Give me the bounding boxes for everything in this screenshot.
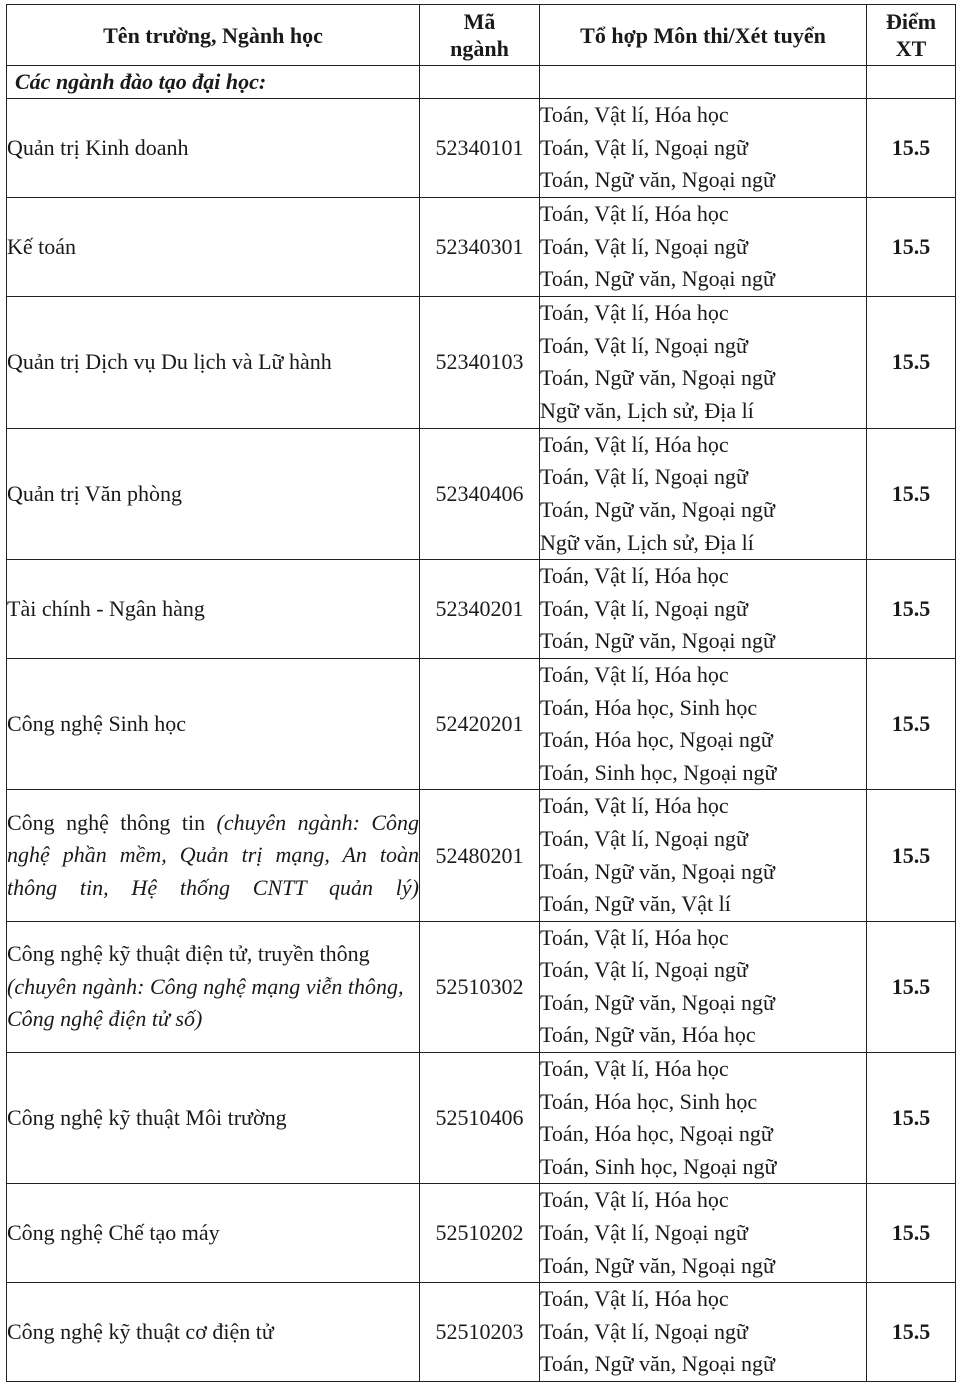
program-code: 52510302	[420, 921, 540, 1052]
subject-combination: Toán, Vật lí, Ngoại ngữ	[540, 332, 748, 358]
admission-score: 15.5	[867, 99, 956, 198]
subject-combination: Toán, Vật lí, Ngoại ngữ	[540, 1318, 748, 1344]
program-name: Công nghệ thông tin (chuyên ngành: Công nghệ phần mềm, Quản trị mạng, An toàn thông tin, Hệ thống CNTT quản lý)	[7, 790, 420, 921]
subject-combination: Toán, Vật lí, Hóa học	[540, 1056, 729, 1082]
subject-combination: Toán, Vật lí, Ngoại ngữ	[540, 957, 748, 983]
section-row	[7, 66, 956, 99]
subject-combination: Toán, Vật lí, Ngoại ngữ	[540, 464, 748, 490]
subject-combination: Toán, Vật lí, Ngoại ngữ	[540, 233, 748, 259]
admission-score: 15.5	[867, 560, 956, 659]
program-code: 52340103	[420, 296, 540, 428]
program-code: 52480201	[420, 790, 540, 921]
header-combo: Tổ hợp Môn thi/Xét tuyển	[540, 5, 867, 66]
subject-combination: Ngữ văn, Lịch sử, Địa lí	[540, 529, 754, 555]
admission-table	[6, 4, 956, 1382]
program-code: 52340301	[420, 198, 540, 297]
program-code: 52340406	[420, 428, 540, 559]
table-row	[7, 296, 956, 428]
header-score: Điểm XT	[867, 5, 956, 66]
table-row	[7, 198, 956, 297]
subject-combination: Toán, Hóa học, Sinh học	[540, 1088, 758, 1114]
subject-combination: Toán, Vật lí, Hóa học	[540, 1286, 729, 1312]
subject-combinations	[540, 1283, 867, 1382]
program-code: 52510202	[420, 1184, 540, 1283]
program-name: Công nghệ kỹ thuật Môi trường	[7, 1053, 420, 1184]
table-row	[7, 658, 956, 789]
admission-score: 15.5	[867, 658, 956, 789]
header-code: Mã ngành	[420, 5, 540, 66]
program-name: Quản trị Dịch vụ Du lịch và Lữ hành	[7, 296, 420, 428]
subject-combination: Toán, Vật lí, Hóa học	[540, 924, 729, 950]
subject-combination: Ngữ văn, Lịch sử, Địa lí	[540, 397, 754, 423]
subject-combination: Toán, Vật lí, Hóa học	[540, 793, 729, 819]
table-header-row	[7, 5, 956, 66]
subject-combination: Toán, Ngữ văn, Ngoại ngữ	[540, 266, 775, 292]
subject-combinations	[540, 1053, 867, 1184]
program-name: Công nghệ kỹ thuật điện tử, truyền thông (chuyên ngành: Công nghệ mạng viễn thông, Công nghệ điện tử số)	[7, 921, 420, 1052]
program-name: Kế toán	[7, 198, 420, 297]
program-name: Công nghệ Chế tạo máy	[7, 1184, 420, 1283]
table-row	[7, 790, 956, 921]
subject-combination: Toán, Ngữ văn, Hóa học	[540, 1022, 756, 1048]
subject-combination: Toán, Ngữ văn, Ngoại ngữ	[540, 989, 775, 1015]
subject-combination: Toán, Vật lí, Hóa học	[540, 102, 729, 128]
table-row	[7, 921, 956, 1052]
program-name: Quản trị Văn phòng	[7, 428, 420, 559]
subject-combination: Toán, Ngữ văn, Ngoại ngữ	[540, 628, 775, 654]
admission-score: 15.5	[867, 921, 956, 1052]
table-row	[7, 1053, 956, 1184]
table-row	[7, 428, 956, 559]
admission-score: 15.5	[867, 296, 956, 428]
subject-combinations	[540, 428, 867, 559]
subject-combination: Toán, Ngữ văn, Ngoại ngữ	[540, 858, 775, 884]
table-row	[7, 560, 956, 659]
program-name: Tài chính - Ngân hàng	[7, 560, 420, 659]
subject-combinations	[540, 790, 867, 921]
subject-combination: Toán, Ngữ văn, Ngoại ngữ	[540, 365, 775, 391]
subject-combination: Toán, Vật lí, Ngoại ngữ	[540, 1220, 748, 1246]
subject-combinations	[540, 296, 867, 428]
program-name: Quản trị Kinh doanh	[7, 99, 420, 198]
admission-score: 15.5	[867, 198, 956, 297]
subject-combinations	[540, 921, 867, 1052]
program-name: Công nghệ kỹ thuật cơ điện tử	[7, 1283, 420, 1382]
subject-combinations	[540, 1184, 867, 1283]
subject-combination: Toán, Vật lí, Hóa học	[540, 1187, 729, 1213]
program-name: Công nghệ Sinh học	[7, 658, 420, 789]
program-specialization: (chuyên ngành: Công nghệ mạng viễn thông, Công nghệ điện tử số)	[7, 973, 404, 1032]
subject-combination: Toán, Sinh học, Ngoại ngữ	[540, 759, 777, 785]
subject-combination: Toán, Vật lí, Hóa học	[540, 201, 729, 226]
subject-combinations	[540, 99, 867, 198]
admission-score: 15.5	[867, 790, 956, 921]
program-code: 52340201	[420, 560, 540, 659]
admission-score: 15.5	[867, 1184, 956, 1283]
subject-combination: Toán, Ngữ văn, Ngoại ngữ	[540, 167, 775, 193]
subject-combinations	[540, 658, 867, 789]
subject-combination: Toán, Vật lí, Ngoại ngữ	[540, 595, 748, 621]
table-row	[7, 99, 956, 198]
admission-score: 15.5	[867, 1053, 956, 1184]
subject-combination: Toán, Ngữ văn, Ngoại ngữ	[540, 1351, 775, 1377]
admission-score: 15.5	[867, 1283, 956, 1382]
subject-combination: Toán, Ngữ văn, Ngoại ngữ	[540, 1252, 775, 1278]
subject-combination: Toán, Vật lí, Ngoại ngữ	[540, 825, 748, 851]
subject-combination: Toán, Vật lí, Hóa học	[540, 300, 729, 326]
program-code: 52340101	[420, 99, 540, 198]
subject-combination: Toán, Hóa học, Ngoại ngữ	[540, 1121, 773, 1147]
table-row	[7, 1184, 956, 1283]
subject-combination: Toán, Vật lí, Hóa học	[540, 431, 729, 457]
admission-score: 15.5	[867, 428, 956, 559]
subject-combination: Toán, Ngữ văn, Ngoại ngữ	[540, 496, 775, 522]
program-code: 52510203	[420, 1283, 540, 1382]
subject-combination: Toán, Hóa học, Ngoại ngữ	[540, 727, 773, 753]
subject-combinations	[540, 198, 867, 297]
subject-combination: Toán, Ngữ văn, Vật lí	[540, 891, 731, 917]
program-specialization: (chuyên ngành: Công nghệ phần mềm, Quản trị mạng, An toàn thông tin, Hệ thống CNTT quản lý)	[7, 809, 420, 900]
header-name: Tên trường, Ngành học	[7, 5, 420, 66]
subject-combination: Toán, Vật lí, Ngoại ngữ	[540, 134, 748, 160]
subject-combination: Toán, Vật lí, Hóa học	[540, 563, 729, 589]
program-code: 52420201	[420, 658, 540, 789]
section-label: Các ngành đào tạo đại học:	[7, 66, 420, 99]
subject-combinations	[540, 560, 867, 659]
subject-combination: Toán, Vật lí, Hóa học	[540, 661, 729, 687]
subject-combination: Toán, Sinh học, Ngoại ngữ	[540, 1153, 777, 1179]
subject-combination: Toán, Hóa học, Sinh học	[540, 694, 758, 720]
program-code: 52510406	[420, 1053, 540, 1184]
table-row	[7, 1283, 956, 1382]
